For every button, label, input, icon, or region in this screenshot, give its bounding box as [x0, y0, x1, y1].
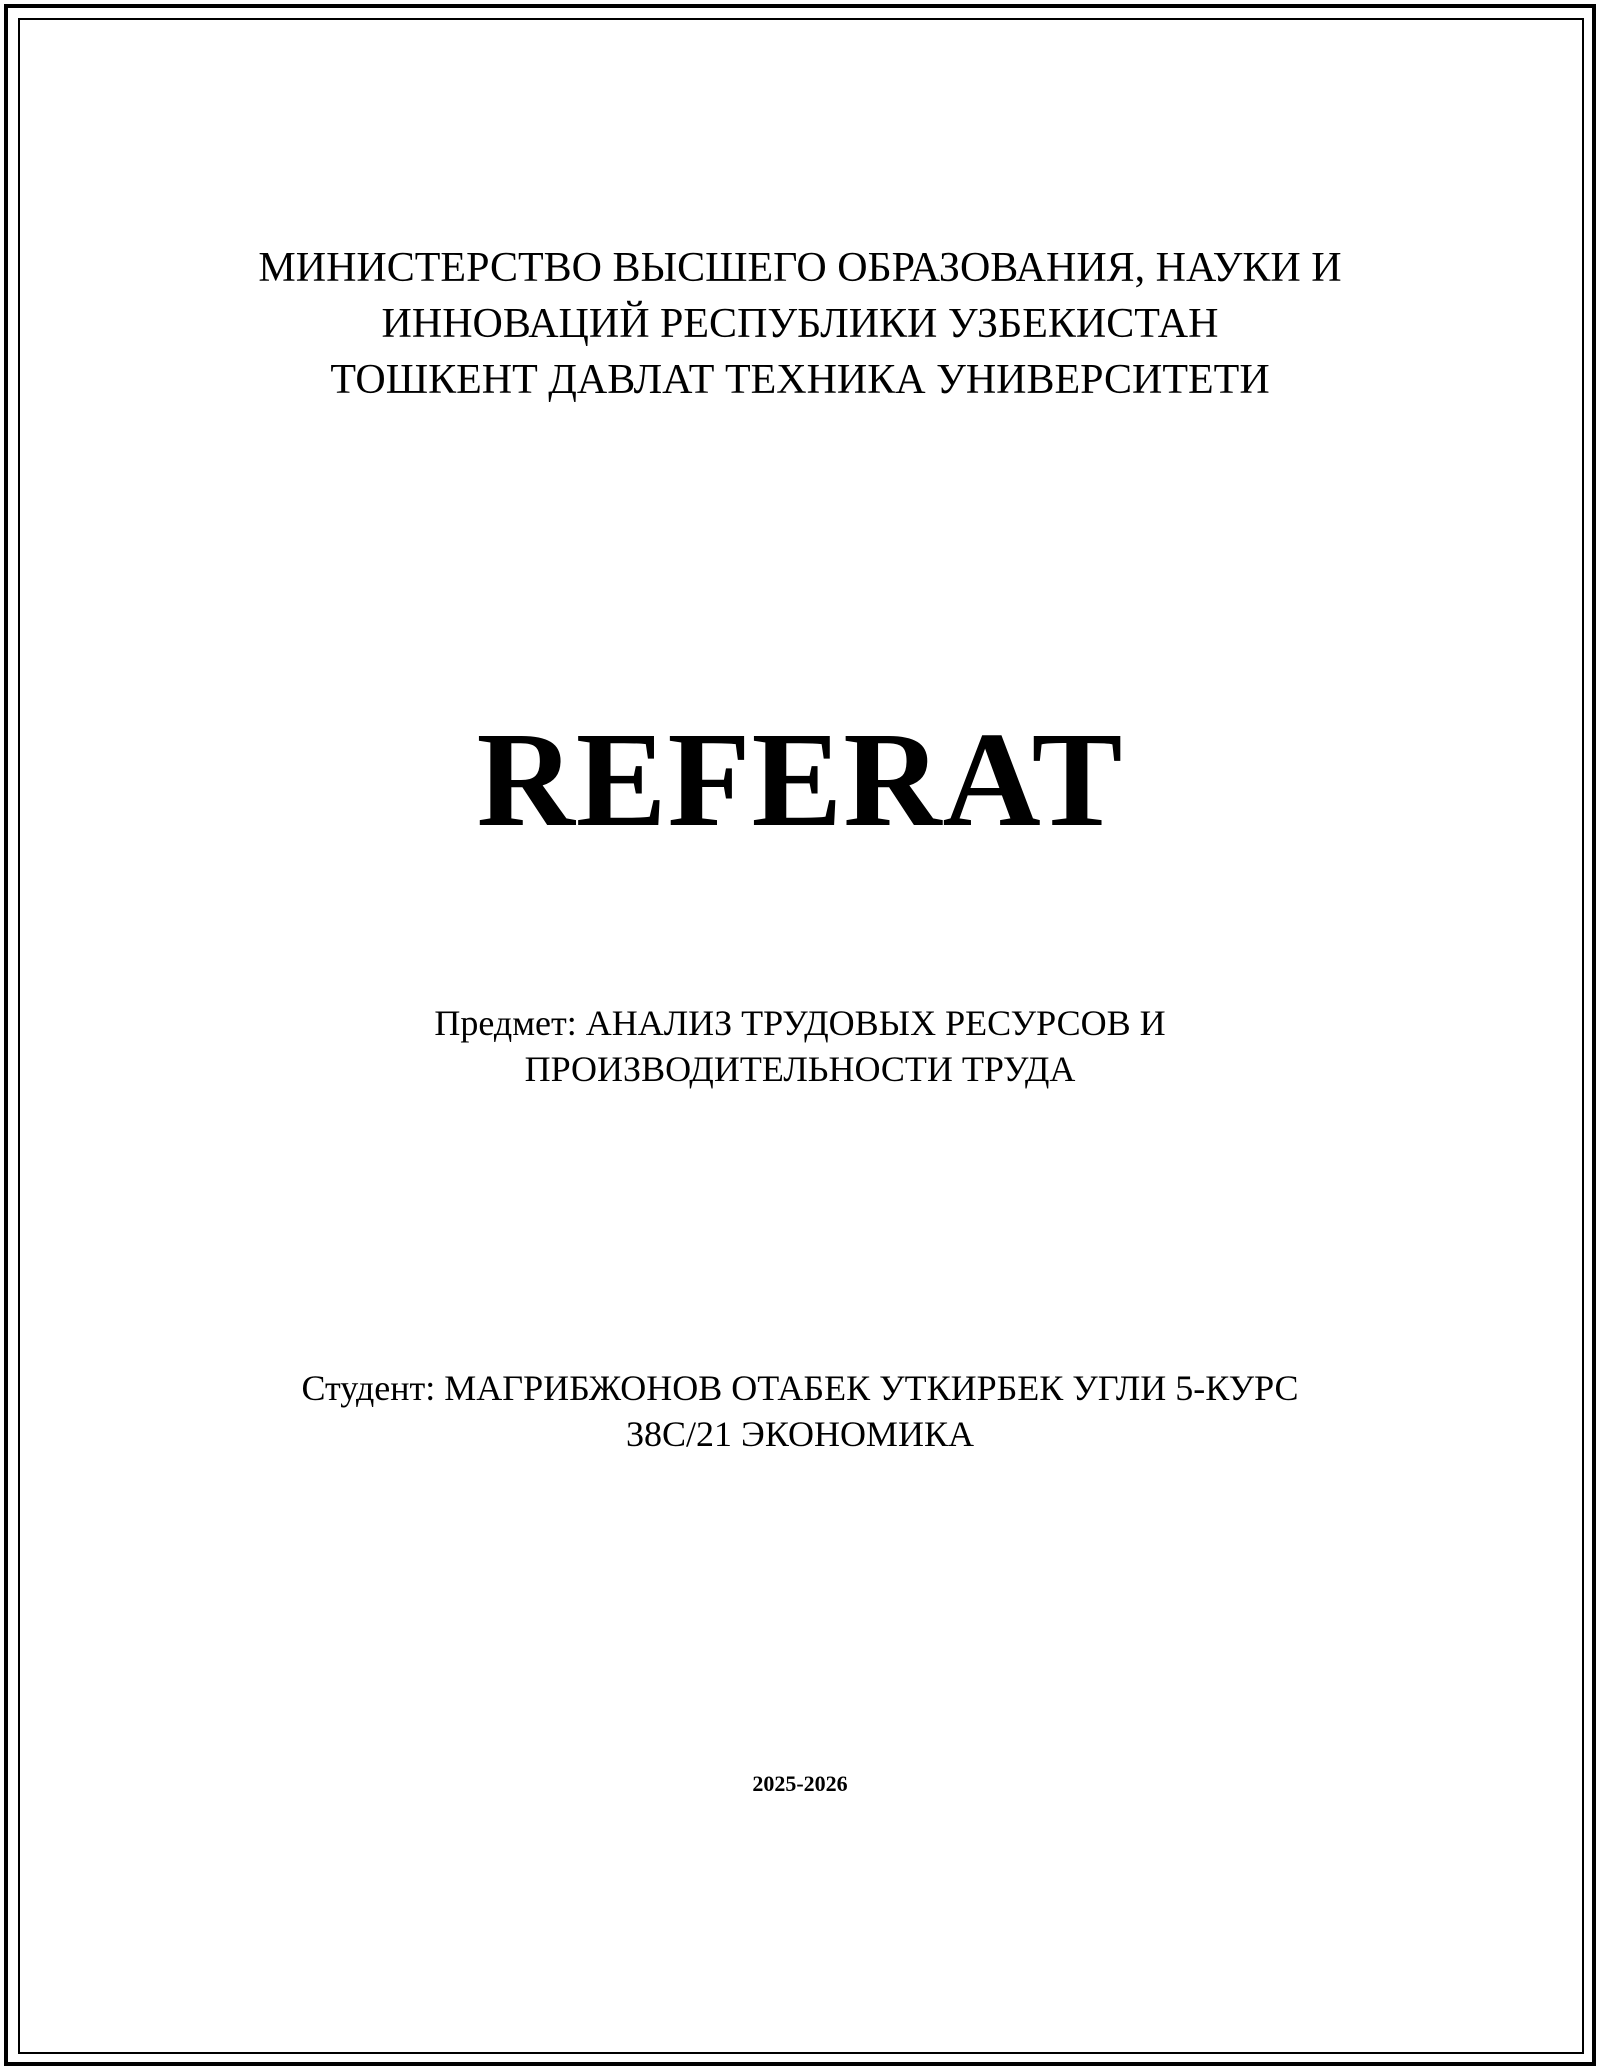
subject-line-1: Предмет: АНАЛИЗ ТРУДОВЫХ РЕСУРСОВ И	[434, 1003, 1166, 1043]
academic-year: 2025-2026	[752, 1771, 848, 1796]
header-line-3: ТОШКЕНТ ДАВЛАТ ТЕХНИКА УНИВЕРСИТЕТИ	[330, 357, 1270, 403]
header-line-1: МИНИСТЕРСТВО ВЫСШЕГО ОБРАЗОВАНИЯ, НАУКИ И	[258, 245, 1342, 291]
subject-block	[0, 1000, 1600, 1092]
document-title: REFERAT	[476, 705, 1124, 855]
student-line-2: 38С/21 ЭКОНОМИКА	[626, 1414, 974, 1454]
student-block	[0, 1365, 1600, 1457]
student-line-1: Студент: МАГРИБЖОНОВ ОТАБЕК УТКИРБЕК УГЛИ 5-КУРС	[301, 1368, 1299, 1408]
institution-header	[0, 240, 1600, 408]
header-line-2: ИННОВАЦИЙ РЕСПУБЛИКИ УЗБЕКИСТАН	[381, 301, 1219, 347]
subject-line-2: ПРОИЗВОДИТЕЛЬНОСТИ ТРУДА	[524, 1049, 1076, 1089]
